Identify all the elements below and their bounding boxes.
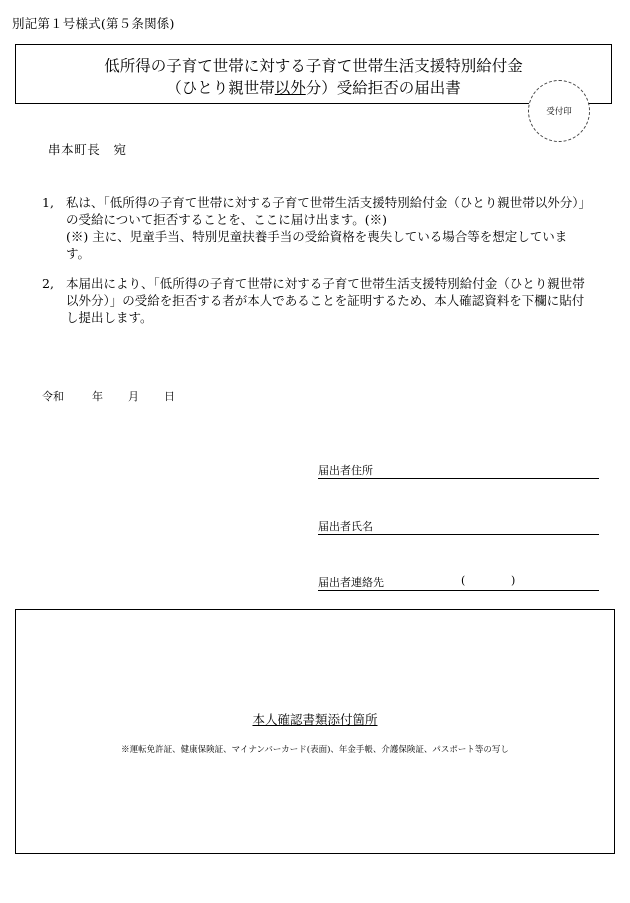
declaration-item-1 — [42, 194, 587, 262]
reception-stamp-circle — [528, 80, 590, 142]
form-number: 別記第１号様式(第５条関係) — [12, 16, 175, 31]
date-era: 令和 — [42, 390, 64, 403]
title-underlined-text: 以外 — [274, 79, 306, 97]
applicant-name-label: 届出者氏名 — [318, 520, 373, 533]
item-number: 1, — [42, 195, 54, 210]
applicant-address-label: 届出者住所 — [318, 464, 373, 477]
date-day: 日 — [164, 390, 175, 403]
attachment-title: 本人確認書類添付箇所 — [252, 712, 378, 727]
id-document-attachment-area — [15, 609, 615, 854]
document-title-line1: 低所得の子育て世帯に対する子育て世帯生活支援特別給付金 — [104, 57, 523, 75]
document-title-line2 — [16, 76, 611, 98]
document-title-box — [15, 44, 612, 104]
attachment-note: ※運転免許証、健康保険証、マイナンバーカード(表面)、年金手帳、介護保険証、パスポート等の写し — [121, 745, 509, 755]
title-line2-after: 分）受給拒否の届出書 — [305, 79, 461, 97]
item-text: 本届出により、「低所得の子育て世帯に対する子育て世帯生活支援特別給付金（ひとり親世帯以外分）」の受給を拒否する者が本人であることを証明するため、本人確認資料を下欄に貼付し提出します。 — [66, 276, 585, 325]
applicant-contact-field[interactable] — [318, 574, 599, 591]
addressee: 串本町長 宛 — [48, 142, 127, 157]
item-text: 私は、「低所得の子育て世帯に対する子育て世帯生活支援特別給付金（ひとり親世帯以外分）」の受給について拒否することを、ここに届け出ます。(※) — [66, 195, 585, 227]
reception-stamp-label: 受付印 — [546, 107, 572, 117]
contact-paren-open: ( — [461, 574, 466, 587]
item-note: (※) 主に、児童手当、特別児童扶養手当の受給資格を喪失している場合等を想定しています。 — [66, 229, 568, 261]
applicant-address-field[interactable] — [318, 462, 599, 479]
applicant-name-field[interactable] — [318, 518, 599, 535]
title-line2-before: （ひとり親世帯 — [166, 79, 275, 97]
date-year: 年 — [92, 390, 103, 403]
item-number: 2, — [42, 276, 54, 291]
date-month: 月 — [128, 390, 139, 403]
applicant-contact-label: 届出者連絡先 — [318, 576, 384, 589]
declaration-item-2 — [42, 275, 587, 326]
date-line — [42, 388, 175, 404]
contact-paren-close: ) — [511, 574, 516, 587]
